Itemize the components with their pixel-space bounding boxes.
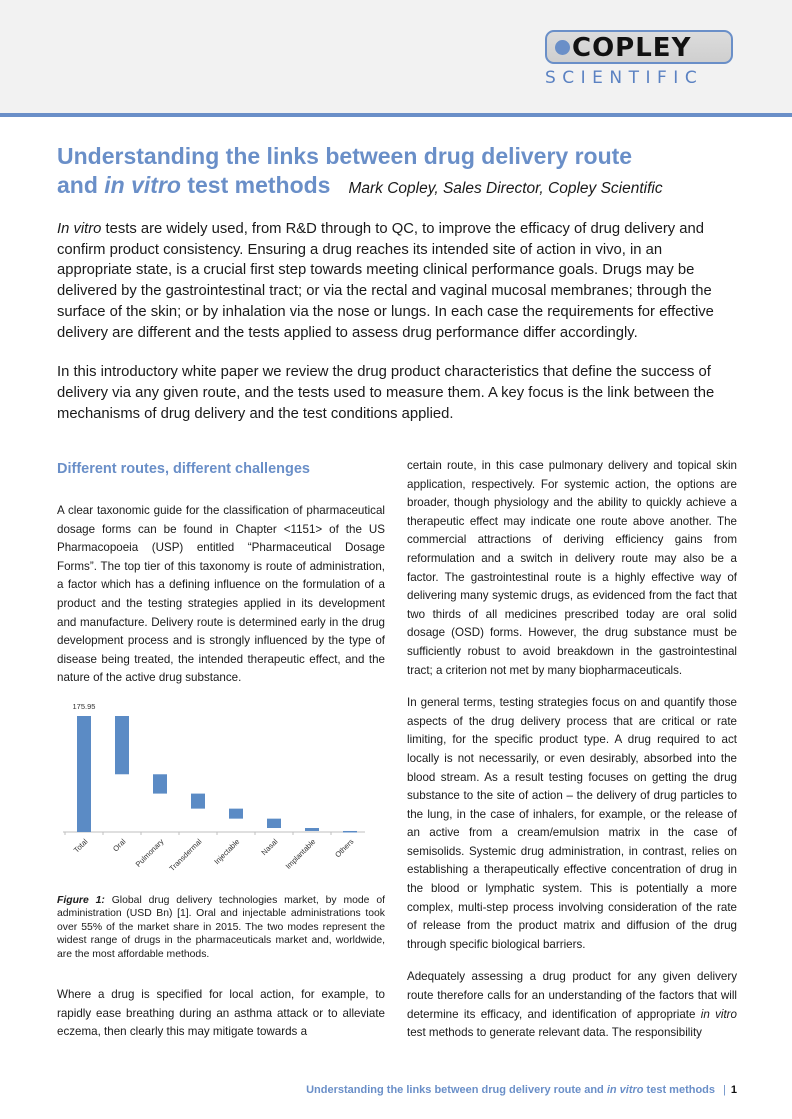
page-footer (306, 1084, 737, 1096)
figure-1-chart (57, 702, 387, 892)
logo-wordmark: COPLEY (572, 33, 692, 63)
body-paragraph: Where a drug is specified for local action, for example, to rapidly ease breathing during an asthma attack or to alleviate eczema, then clearly this may mitigate towards a (57, 987, 385, 1039)
intro-text: tests are widely used, from R&D through to QC, to improve the efficacy of drug delivery and confirm product consistency. Ensuring a drug reaches its intended site of action in vivo, in an appropriate state, is a crucial first step towards meeting clinical performance goals. Drugs may be delivered by the gastrointestinal tract; or via the rectal and vaginal mucosal membranes; through the surface of the skin; or by inhalation via the nose or lungs. In each case the requirements for effective delivery are different and the tests applied to assess drug performance differ accordingly. (57, 221, 714, 341)
caption-text: Global drug delivery technologies market, by mode of administration (USD Bn) [1]. Oral and injectable administrations took over 55% of the market share in 2015. The two modes represent the widest range of drugs in the pharmaceuticals market and, worldwide, are the most affordable methods. (57, 894, 385, 960)
bar-transdermal (191, 794, 205, 809)
footer-title: test methods (643, 1084, 716, 1096)
intro-italic: In vitro (57, 221, 102, 237)
header-divider (0, 113, 792, 117)
figure-caption (57, 894, 385, 961)
bar-oral (115, 716, 129, 774)
bar-injectable (229, 809, 243, 819)
title-italic: in vitro (104, 172, 181, 198)
copley-logo (545, 30, 737, 88)
x-tick-label: Nasal (259, 836, 280, 857)
bar-others (343, 831, 357, 833)
page-title (57, 142, 757, 203)
intro-section (57, 219, 729, 443)
bar-implantable (305, 828, 319, 831)
logo-badge (545, 30, 733, 64)
right-column (407, 457, 737, 1057)
figure-label: Figure 1: (57, 894, 105, 906)
left-column (57, 458, 385, 1056)
title-text: test methods (180, 172, 331, 198)
body-paragraph: In general terms, testing strategies focus on and quantify those aspects of the drug delivery process that are critical or rate limiting, for the specific product type. A drug required to act locally is not necessarily, or even desirably, absorbed into the blood stream. As a result testing focuses on getting the drug substance to the site of action – the delivery of drug particles to the lung, in the case of inhalers, for example, or the release of an active from a cream/emulsion matrix in the case of semisolids. Systemic drug administration, in contrast, relies on establishing a therapeutically effective concentration of drug in the blood or lymphatic system. This is potentially a more complex, multi-step process involving consideration of the rate of release from the product matrix and diffusion of the drug through specific biological barriers. (407, 696, 737, 951)
author-byline: Mark Copley, Sales Director, Copley Scientific (348, 180, 663, 197)
page-number: 1 (730, 1084, 737, 1096)
title-line-1: Understanding the links between drug delivery route (57, 143, 633, 169)
x-tick-label: Injectable (212, 836, 242, 867)
footer-separator: | (723, 1084, 726, 1096)
bar-pulmonary (153, 774, 167, 793)
waterfall-chart (57, 702, 387, 892)
intro-paragraph (57, 362, 729, 424)
logo-tagline: SCIENTIFIC (545, 68, 704, 88)
intro-paragraph (57, 219, 729, 343)
title-text: and (57, 172, 105, 198)
body-text: test methods to generate relevant data. The responsibility (407, 1026, 702, 1040)
footer-title: Understanding the links between drug delivery route and (306, 1084, 607, 1096)
bar-total (77, 716, 91, 832)
body-paragraph (407, 968, 737, 1042)
logo-dot-icon (555, 40, 570, 55)
x-tick-label: Transdermal (167, 836, 204, 873)
bar-nasal (267, 819, 281, 828)
body-text: Adequately assessing a drug product for any given delivery route therefore calls for an understanding of the factors that will determine its efficacy, and identification of appropriate (407, 970, 737, 1021)
x-tick-label: Pulmonary (133, 836, 166, 869)
x-tick-label: Others (333, 836, 356, 860)
x-tick-label: Oral (111, 836, 128, 854)
intro-text: In this introductory white paper we review the drug product characteristics that define the success of delivery via any given route, and the tests used to measure them. A key focus is the link between the mechanisms of drug delivery and the test conditions applied. (57, 364, 715, 422)
total-data-label: 175.95 (72, 701, 96, 711)
x-tick-label: Implantable (283, 836, 318, 871)
title-line-2 (57, 171, 757, 203)
body-paragraph: certain route, in this case pulmonary delivery and topical skin application, respectively. For systemic action, the options are broader, though physiology and the ability to quickly achieve a therapeutic effect may indicate one route above another. The commercial attractions of deriving efficiency gains from reformulation and a switch in delivery route may also be a factor. The gastrointestinal route is a highly effective way of delivering many systemic drugs, as evidenced from the fact that two thirds of all medicines prescribed today are oral solid dosage (OSD) forms. However, the drug substance must be sufficiently robust to avoid breakdown in the gastrointestinal tract; a criterion not met by many biopharmaceuticals. (407, 459, 737, 677)
body-paragraph: A clear taxonomic guide for the classification of pharmaceutical dosage forms can be found in Chapter <1151> of the US Pharmacopoeia (USP) entitled “Pharmaceutical Dosage Forms”. The top tier of this taxonomy is route of administration, a factor which has a defining influence on the formulation of a product and the testing strategies applied in its development and manufacture. Delivery route is determined early in the drug development process and is strongly influenced by the type of disease being treated, the intended therapeutic effect, and the nature of the active drug substance. (57, 504, 385, 685)
x-tick-label: Total (71, 836, 90, 855)
footer-title-italic: in vitro (606, 1084, 644, 1096)
section-heading: Different routes, different challenges (57, 461, 310, 477)
body-italic: in vitro (700, 1007, 737, 1021)
